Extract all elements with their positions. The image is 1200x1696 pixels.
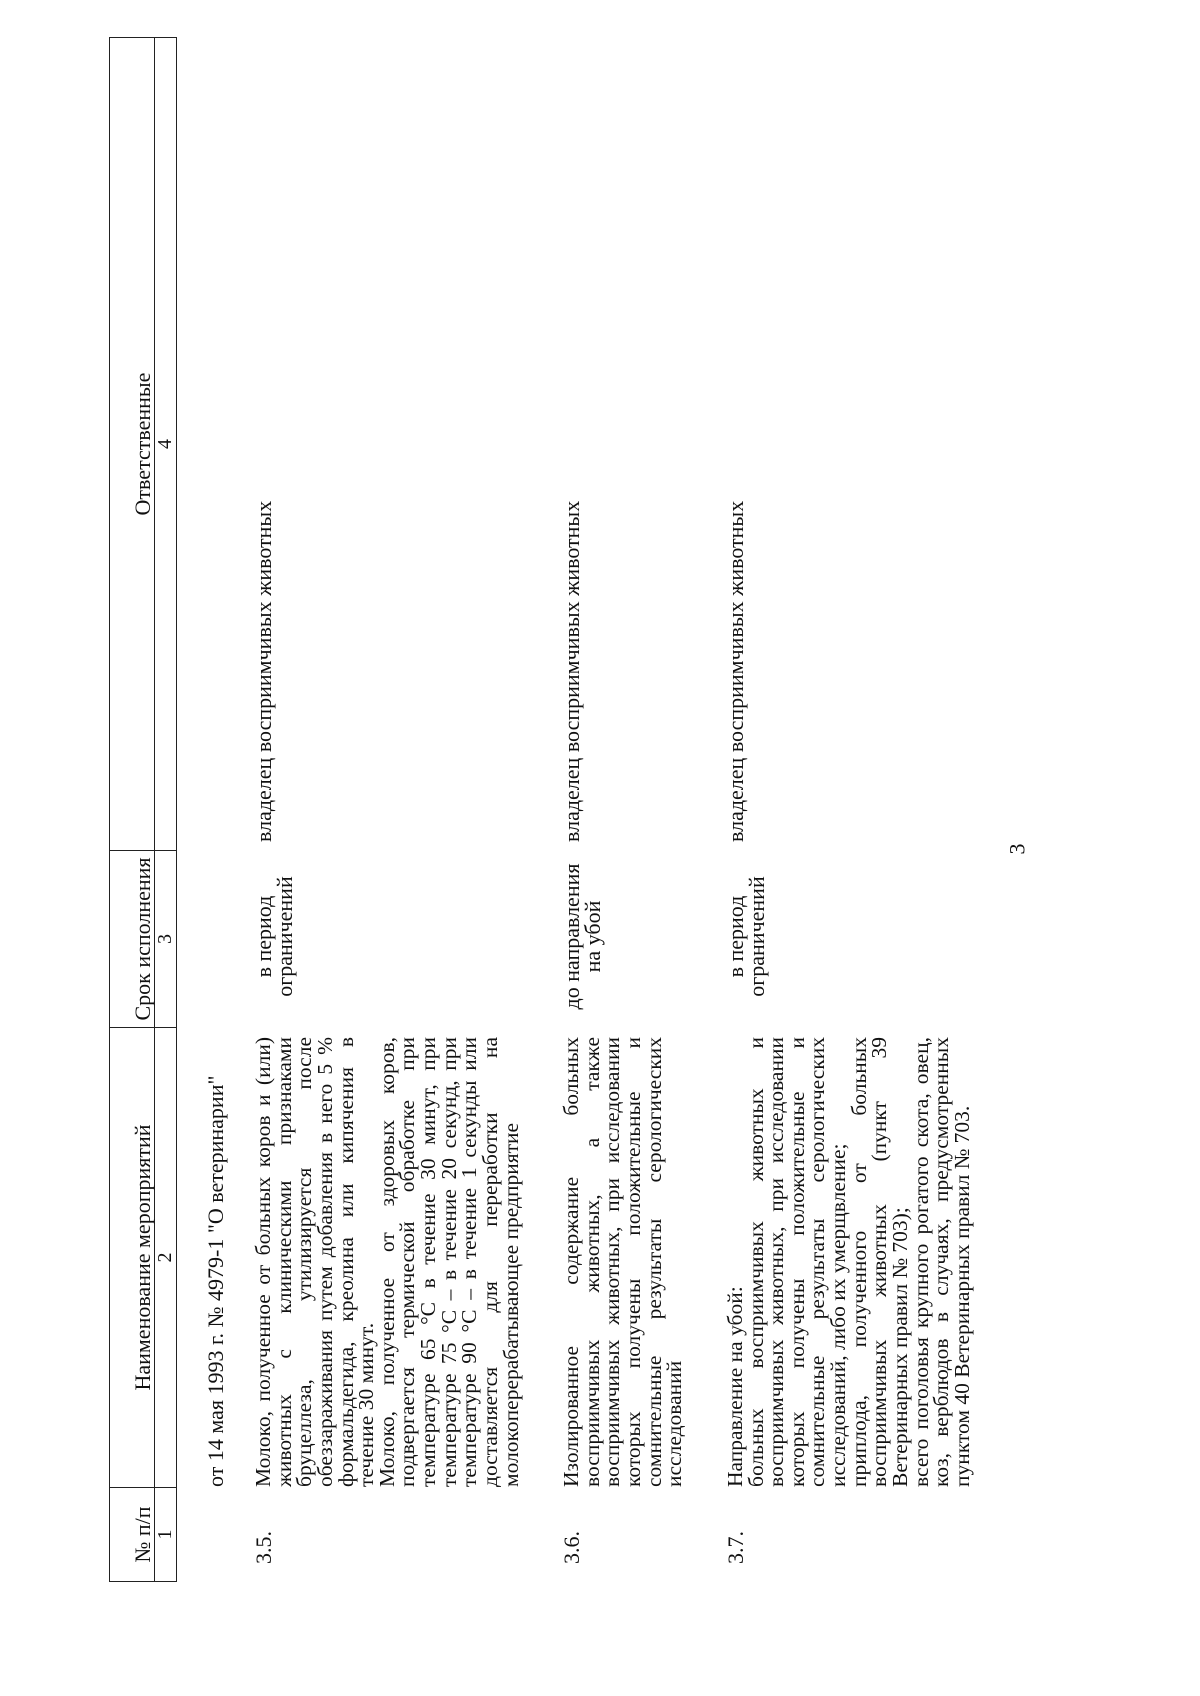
row-number: 3.7. xyxy=(722,1531,748,1564)
measure-term: в период ограничений xyxy=(251,876,298,997)
measure-paragraph: Молоко, полученное от больных коров и (или) животных с клиническими признаками бруцеллеза, утилизируется после обеззараживания путем добавления в него 5 % формальдегида, креолина или кипячения в течение 30 минут. xyxy=(251,1037,379,1487)
measure-paragraph: всего поголовья крупного рогатого скота, овец, коз, верблюдов в случаях, предусмотренных пунктом 40 Ветеринарных правил № 703. xyxy=(908,1037,974,1487)
measure-term: в период ограничений xyxy=(722,876,769,997)
header-responsible: Ответственные xyxy=(109,37,155,850)
rotated-table-page xyxy=(109,37,1179,1582)
continuation-text: от 14 мая 1993 г. № 4979-1 "О ветеринарии" xyxy=(203,1075,228,1487)
measure-name xyxy=(555,1027,685,1487)
row-number: 3.6. xyxy=(559,1531,585,1564)
column-number-2: 2 xyxy=(155,1027,177,1487)
header-measure-name: Наименование мероприятий xyxy=(109,1027,155,1487)
measure-responsible: владелец восприимчивых животных xyxy=(722,500,748,842)
measure-paragraph: Направление на убой: xyxy=(722,1286,747,1487)
column-number-1: 1 xyxy=(155,1487,177,1582)
measure-paragraph: Изолированное содержание больных восприимчивых животных, а также восприимчивых животных, при исследовании которых получены положительные и сомнительные результаты серологических исследований xyxy=(559,1037,687,1487)
measures-table xyxy=(109,37,972,1582)
measure-responsible: владелец восприимчивых животных xyxy=(559,500,585,842)
header-number: № п/п xyxy=(109,1487,155,1582)
measure-paragraph: приплода, полученного от больных восприимчивых животных (пункт 39 Ветеринарных правил № 703); xyxy=(846,1037,912,1487)
column-number-4: 4 xyxy=(155,37,177,850)
measure-responsible: владелец восприимчивых животных xyxy=(251,500,276,842)
page-number: 3 xyxy=(1004,843,1030,855)
measure-name xyxy=(719,1027,973,1487)
measure-paragraph: больных восприимчивых животных и восприимчивых животных, при исследовании которых получены положительные и сомнительные результаты серологических исследований, либо их умерщвление; xyxy=(743,1037,850,1487)
header-term: Срок исполнения xyxy=(109,850,155,1027)
measure-term: до направления на убой xyxy=(559,863,606,1010)
measure-name xyxy=(247,1027,521,1487)
row-number: 3.5. xyxy=(251,1531,276,1564)
column-number-3: 3 xyxy=(155,850,177,1027)
measure-paragraph: Молоко, полученное от здоровых коров, подвергается термической обработке при температуре 65 °С в течение 30 минут, при температуре 75 °С – в течение 20 секунд, при температуре 90 °С – в течение 1 секунды или доставляется для переработки на молокоперерабатывающее предприятие xyxy=(374,1037,523,1487)
